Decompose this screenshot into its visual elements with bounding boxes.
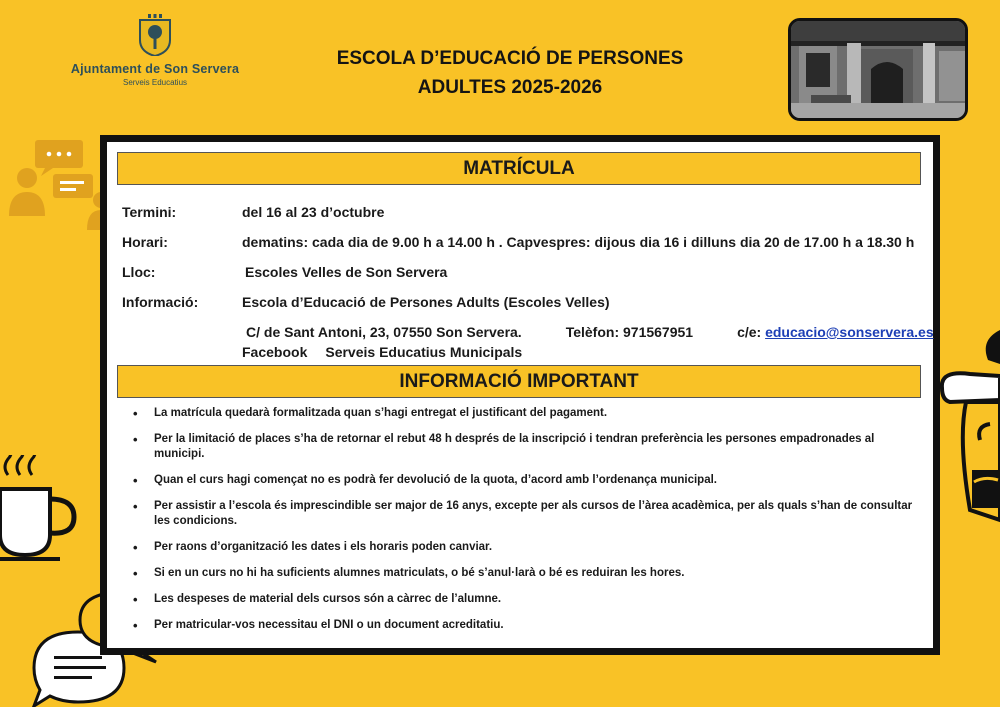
phone-text: Telèfon: 971567951: [565, 324, 694, 340]
list-item: • Per la limitació de places s’ha de retornar el rebut 48 h després de la inscripció i tendran preferència les persones empadronades al municipi.: [129, 432, 919, 462]
horari-value: dematins: cada dia de 9.00 h a 14.00 h . Capvespres: dijous dia 16 i dilluns dia 20 de 17.00 h a 18.30 h: [242, 234, 915, 250]
org-dept: Serveis Educatius: [122, 78, 188, 87]
facebook-page: Serveis Educatius Municipals: [325, 344, 523, 360]
matricula-heading: MATRÍCULA: [117, 152, 921, 185]
list-item: • Si en un curs no hi ha suficients alumnes matriculats, o bé s’anul·larà o bé es reduiran les hores.: [129, 566, 919, 581]
contact-row: [246, 323, 934, 341]
important-list: [129, 406, 919, 644]
list-item: • Per matricular-vos necessitau el DNI o un document acreditatiu.: [129, 618, 919, 633]
list-item: • Les despeses de material dels cursos són a càrrec de l’alumne.: [129, 592, 919, 607]
info-row: [122, 293, 610, 311]
lloc-row: [122, 263, 447, 281]
title-line-2: ADULTES 2025-2026: [417, 77, 603, 98]
page-title: [300, 44, 720, 102]
coffee-cup-icon: [0, 455, 80, 565]
address-text: C/ de Sant Antoni, 23, 07550 Son Servera.: [246, 324, 522, 340]
chat-people-icon: [5, 140, 115, 232]
facebook-row: [242, 343, 522, 361]
school-photo: [788, 18, 968, 121]
list-item: • La matrícula quedarà formalitzada quan s’hagi entregat el justificant del pagament.: [129, 406, 919, 421]
info-value: Escola d’Educació de Persones Adults (Escoles Velles): [242, 294, 610, 310]
termini-label: Termini:: [122, 204, 177, 220]
lloc-label: Lloc:: [122, 264, 156, 280]
email-prefix: c/e:: [737, 324, 762, 340]
important-heading: INFORMACIÓ IMPORTANT: [117, 365, 921, 398]
bottle-icon: [940, 330, 1000, 530]
info-label: Informació:: [122, 294, 199, 310]
facebook-label: Facebook: [242, 344, 308, 360]
org-name: Ajuntament de Son Servera: [70, 62, 240, 76]
title-line-1: ESCOLA D’EDUCACIÓ DE PERSONES: [336, 48, 684, 69]
info-card: [100, 135, 940, 655]
horari-row: [122, 233, 914, 251]
termini-row: [122, 203, 384, 221]
horari-label: Horari:: [122, 234, 168, 250]
lloc-value: Escoles Velles de Son Servera: [245, 264, 448, 280]
org-logo: [60, 14, 250, 87]
coat-of-arms-icon: [138, 14, 172, 56]
list-item: • Quan el curs hagi començat no es podrà fer devolució de la quota, d’acord amb l’ordenança municipal.: [129, 473, 919, 488]
email-link[interactable]: educacio@sonservera.es: [765, 324, 934, 340]
list-item: • Per raons d’organització les dates i els horaris poden canviar.: [129, 540, 919, 555]
list-item: • Per assistir a l’escola és imprescindible ser major de 16 anys, excepte per als cursos de l’àrea acadèmica, per als quals s’han de consultar les condicions.: [129, 499, 919, 529]
termini-value: del 16 al 23 d’octubre: [242, 204, 385, 220]
